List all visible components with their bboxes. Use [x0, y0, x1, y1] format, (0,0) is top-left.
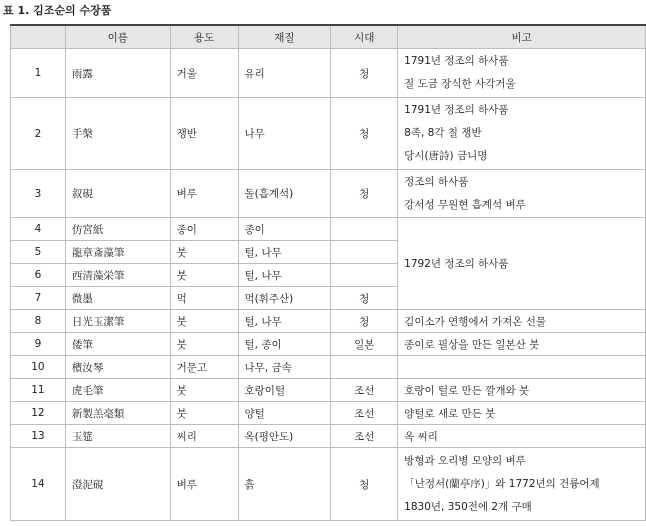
row-era: 조선: [331, 379, 398, 402]
row-number: 7: [11, 287, 66, 310]
header-material: 재질: [238, 25, 331, 49]
header-row: [11, 25, 646, 49]
row-note: 호랑이 털로 만든 깔개와 붓: [398, 379, 646, 402]
row-use: 붓: [170, 402, 238, 425]
note-line: 강서성 무원현 흡계석 벼루: [404, 198, 526, 211]
table-row: [11, 333, 646, 356]
row-era: 청: [331, 310, 398, 333]
row-era: 청: [331, 170, 398, 218]
row-material: 호랑이털: [238, 379, 331, 402]
row-use: 붓: [170, 241, 238, 264]
row-material: 먹(휘주산): [238, 287, 331, 310]
row-material: 종이: [238, 218, 331, 241]
row-material: 털, 나무: [238, 241, 331, 264]
row-era: [331, 264, 398, 287]
row-note: [398, 356, 646, 379]
row-era: 조선: [331, 402, 398, 425]
merged-note: 1792년 정조의 하사품: [398, 218, 646, 310]
header-use: 용도: [170, 25, 238, 49]
row-number: 1: [11, 49, 66, 98]
table-row: [11, 218, 646, 241]
row-note: [398, 170, 646, 218]
row-number: 9: [11, 333, 66, 356]
row-era: 청: [331, 98, 398, 170]
table-row: [11, 448, 646, 521]
row-use: 벼루: [170, 448, 238, 521]
row-use: 붓: [170, 379, 238, 402]
row-name: 西清藻栄筆: [65, 264, 170, 287]
row-era: 청: [331, 448, 398, 521]
row-use: 종이: [170, 218, 238, 241]
note-line: 1791년 정조의 하사품: [404, 55, 509, 67]
table-row: [11, 49, 646, 98]
row-material: 유리: [238, 49, 331, 98]
row-material: 양털: [238, 402, 331, 425]
row-use: 거울: [170, 49, 238, 98]
row-use: 붓: [170, 310, 238, 333]
row-note: [398, 49, 646, 98]
header-number: [11, 25, 66, 49]
row-era: 청: [331, 49, 398, 98]
table-row: [11, 425, 646, 448]
row-era: [331, 356, 398, 379]
row-name: 玉筵: [65, 425, 170, 448]
note-line: 1830년, 350전에 2개 구매: [404, 500, 532, 513]
row-number: 11: [11, 379, 66, 402]
row-name: 日光玉潔筆: [65, 310, 170, 333]
row-name: 仿宮紙: [65, 218, 170, 241]
row-era: [331, 218, 398, 241]
note-line: 방형과 오리병 모양의 벼루: [404, 454, 526, 467]
table-row: [11, 310, 646, 333]
row-use: 먹: [170, 287, 238, 310]
row-number: 12: [11, 402, 66, 425]
row-name: 微墨: [65, 287, 170, 310]
row-note: [398, 448, 646, 521]
row-name: 虎毛筆: [65, 379, 170, 402]
row-use: 붓: [170, 264, 238, 287]
table-row: [11, 356, 646, 379]
row-number: 6: [11, 264, 66, 287]
row-name: 龍章斎藻筆: [65, 241, 170, 264]
row-note: 김이소가 연행에서 가져온 선물: [398, 310, 646, 333]
row-material: 나무, 금속: [238, 356, 331, 379]
header-note: 비고: [398, 25, 646, 49]
table-row: [11, 402, 646, 425]
row-use: 거문고: [170, 356, 238, 379]
row-name: 澄泥硯: [65, 448, 170, 521]
row-name: 叙硯: [65, 170, 170, 218]
collection-table: [10, 24, 646, 521]
row-material: 흙: [238, 448, 331, 521]
row-note: 양털로 새로 만든 붓: [398, 402, 646, 425]
note-line: 1791년 정조의 하사품: [404, 104, 509, 116]
table-caption: 표 1. 김조순의 수장품: [3, 4, 112, 17]
note-line: 8족, 8각 칠 쟁반: [404, 127, 482, 139]
note-line: 질 도금 장식한 사각거울: [404, 78, 516, 90]
row-number: 14: [11, 448, 66, 521]
row-number: 2: [11, 98, 66, 170]
row-material: 돌(흡계석): [238, 170, 331, 218]
table-row: [11, 379, 646, 402]
note-line: 「난정서(蘭亭序)」와 1772년의 건륭어제: [404, 477, 600, 490]
row-era: 조선: [331, 425, 398, 448]
row-use: 벼루: [170, 170, 238, 218]
row-era: 일본: [331, 333, 398, 356]
table-row: [11, 98, 646, 170]
row-use: 붓: [170, 333, 238, 356]
row-note: [398, 98, 646, 170]
row-number: 5: [11, 241, 66, 264]
header-era: 시대: [331, 25, 398, 49]
header-name: 이름: [65, 25, 170, 49]
row-name: 雨露: [65, 49, 170, 98]
row-name: 新製羔毫類: [65, 402, 170, 425]
row-material: 털, 나무: [238, 310, 331, 333]
row-number: 4: [11, 218, 66, 241]
row-material: 나무: [238, 98, 331, 170]
row-use: 쟁반: [170, 98, 238, 170]
note-line: 정조의 하사품: [404, 175, 469, 188]
row-name: 手槃: [65, 98, 170, 170]
row-era: [331, 241, 398, 264]
row-name: 倭筆: [65, 333, 170, 356]
row-number: 10: [11, 356, 66, 379]
row-use: 씨리: [170, 425, 238, 448]
row-material: 옥(평안도): [238, 425, 331, 448]
row-number: 13: [11, 425, 66, 448]
table-row: [11, 170, 646, 218]
note-line: 당시(唐詩) 금니명: [404, 150, 488, 162]
row-material: 털, 나무: [238, 264, 331, 287]
row-note: 옥 씨리: [398, 425, 646, 448]
row-name: 檳汝琴: [65, 356, 170, 379]
row-note: 종이로 필상을 만든 일본산 붓: [398, 333, 646, 356]
row-era: 청: [331, 287, 398, 310]
row-material: 털, 종이: [238, 333, 331, 356]
row-number: 8: [11, 310, 66, 333]
row-number: 3: [11, 170, 66, 218]
